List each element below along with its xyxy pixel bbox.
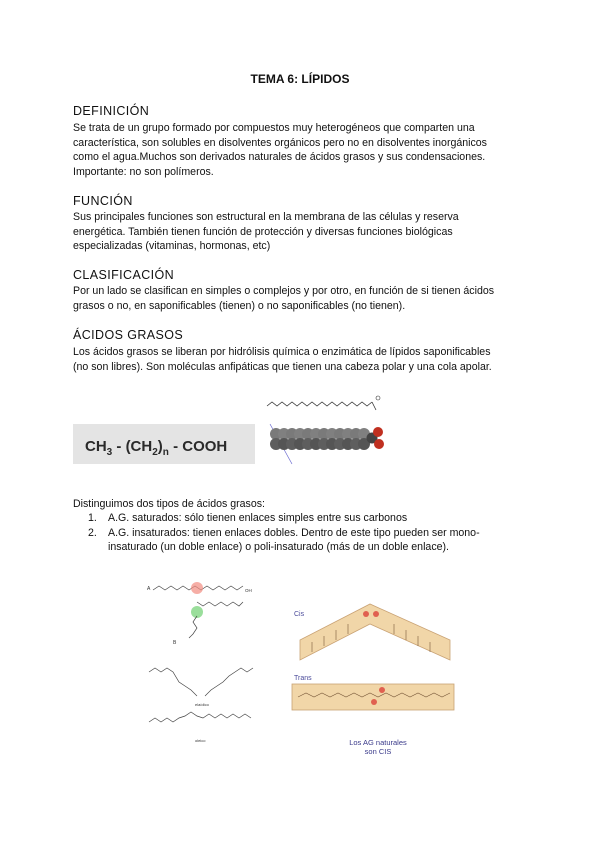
list-text: A.G. saturados: sólo tienen enlaces simples entre sus carbonos	[108, 512, 408, 524]
label-cis: Cis	[294, 611, 305, 618]
formula-sub: 2	[152, 447, 158, 458]
paragraph-clasificacion	[73, 284, 533, 313]
caption-line: son CIS	[364, 747, 392, 756]
formula-part: CH	[85, 438, 107, 455]
text-line: Los ácidos grasos se liberan por hidrólisis química o enzimática de lípidos saponificables	[73, 346, 491, 358]
page-title: TEMA 6: LÍPIDOS	[250, 72, 350, 86]
paragraph-acidos-grasos	[73, 345, 533, 374]
label-b: B	[173, 640, 177, 646]
label-trans: Trans	[294, 675, 312, 682]
label-elaidic: elaídico	[195, 702, 209, 707]
types-intro: Distinguimos dos tipos de ácidos grasos:	[73, 498, 265, 510]
text-line: especializadas (vitaminas, hormonas, etc)	[73, 240, 271, 253]
caption-line: Los AG naturales	[349, 738, 407, 747]
double-bond-highlight-red	[191, 582, 203, 594]
space-filling-model	[270, 427, 384, 450]
heading-funcion: FUNCIÓN	[73, 194, 133, 208]
text-line: energética. También tienen función de protección y diversas funciones biológicas	[73, 225, 453, 238]
heading-acidos-grasos: ÁCIDOS GRASOS	[73, 328, 184, 342]
text-line: (no son libres). Son moléculas anfipáticas que tienen una cabeza polar y una cola apolar.	[73, 360, 492, 373]
heading-clasificacion: CLASIFICACIÓN	[73, 268, 175, 282]
text-line: Importante: no son polímeros.	[73, 165, 214, 178]
paragraph-funcion	[73, 210, 533, 254]
formula-part: )	[157, 438, 163, 455]
text-line: como el agua.Muchos son derivados naturales de ácidos grasos y sus condensaciones.	[73, 151, 486, 164]
label-oh: OH	[245, 588, 252, 593]
text-line: grasos o no, en saponificables (tienen) o no saponificables (no tienen).	[73, 299, 406, 312]
list-item	[88, 526, 528, 555]
list-number: 2.	[88, 526, 97, 539]
label-a: A	[147, 586, 151, 592]
text-line: Por un lado se clasifican en simples o complejos y por otro, en función de si tienen ácidos	[73, 285, 495, 297]
text-line: característica, son solubles en disolventes orgánicos pero no en disolventes inorgánicos	[73, 136, 487, 149]
cis-trans-figure	[290, 600, 460, 725]
label-oleic: oleico	[195, 738, 206, 743]
formula-part: - COOH	[168, 438, 228, 455]
list-item	[88, 511, 528, 526]
paragraph-definicion	[73, 121, 533, 179]
text-line: Se trata de un grupo formado por compuestos muy heterogéneos que comparten una	[73, 122, 475, 134]
heading-definicion: DEFINICIÓN	[73, 104, 150, 118]
formula-sub: 3	[106, 447, 113, 458]
formula-part: - (CH	[112, 438, 153, 455]
list-number: 1.	[88, 512, 97, 524]
skeletal-chain	[267, 402, 372, 406]
saturated-unsaturated-structures-figure	[145, 576, 275, 746]
formula-sub: n	[162, 447, 169, 458]
trans-strip	[292, 684, 454, 710]
fatty-acid-types-list	[88, 511, 528, 555]
fatty-acid-formula	[73, 424, 255, 464]
text-line: Sus principales funciones son estructural en la membrana de las células y reserva	[73, 211, 459, 223]
list-text: A.G. insaturados: tienen enlaces dobles. Dentro de este tipo pueden ser mono-insaturado (un doble enlace) o poli-insaturado (más de un doble enlace).	[108, 526, 480, 554]
figure-caption	[338, 738, 418, 756]
fatty-acid-molecule-figure	[262, 394, 402, 466]
